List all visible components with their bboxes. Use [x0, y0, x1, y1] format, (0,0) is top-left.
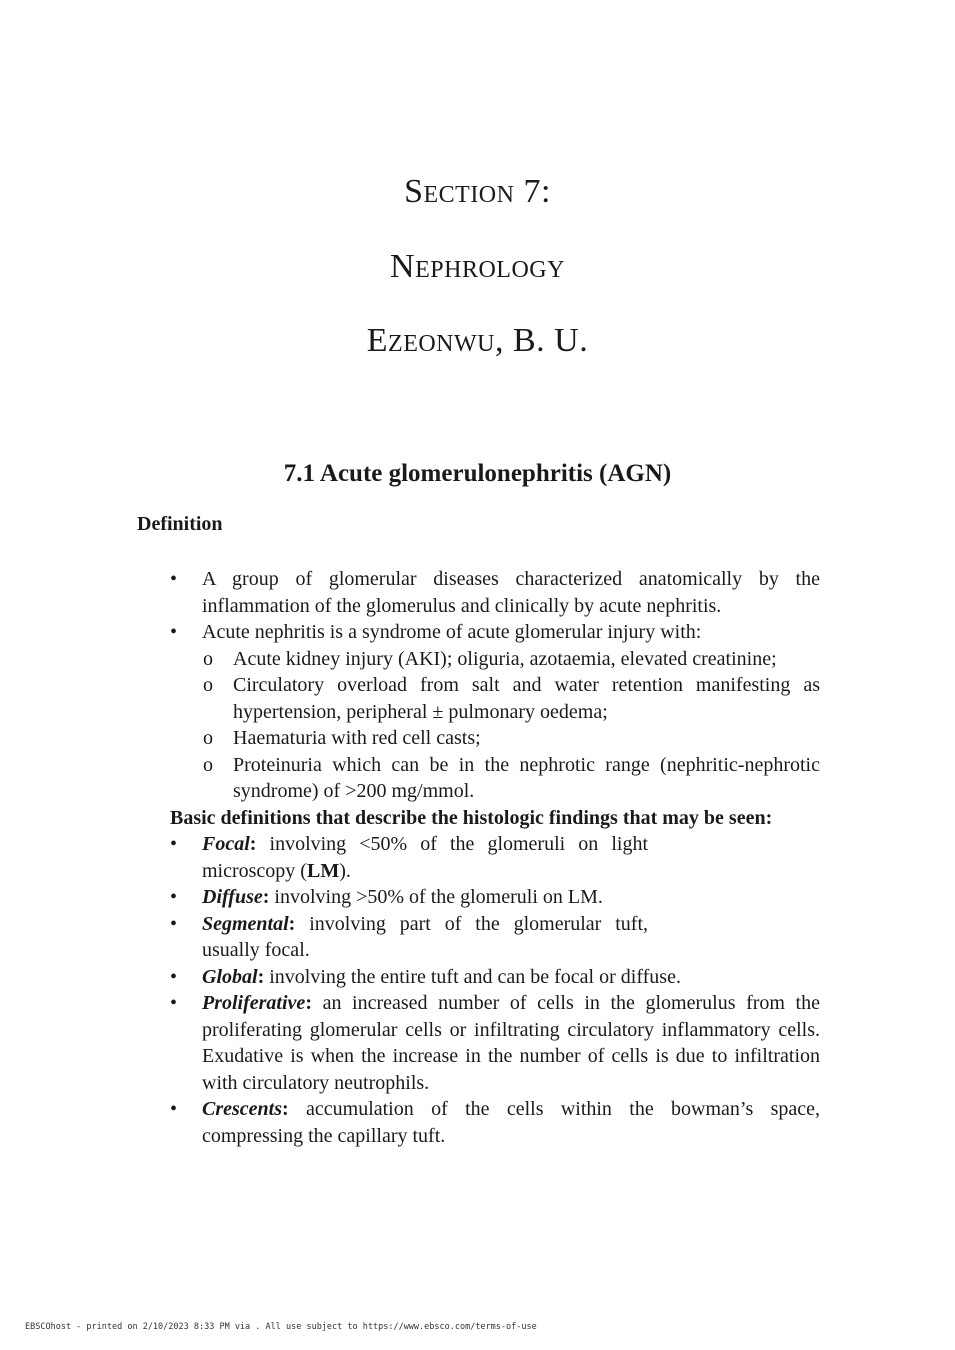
term-text: involving <50% of the glomeruli on light microscopy (: [202, 833, 648, 882]
terms-list: [170, 831, 820, 1149]
term-crescents: [170, 1096, 820, 1149]
content-body: [170, 566, 820, 1149]
definition-title: Definition: [137, 513, 223, 535]
term-colon: :: [282, 1098, 289, 1120]
definition-bullet: • A group of glomerular diseases characterized anatomically by the inflammation of the glomerulus and clinically by acute nephritis.: [170, 566, 820, 619]
term-segmental: [170, 911, 648, 964]
term-colon: :: [257, 965, 265, 988]
term-colon: :: [262, 886, 270, 908]
term-text: accumulation of the cells within the bowman’s space, compressing the capillary tuft.: [202, 1098, 820, 1147]
section-subject: Nephrology: [390, 248, 565, 285]
term-label: Diffuse: [202, 886, 263, 908]
term-focal: [170, 831, 648, 884]
term-colon: :: [288, 912, 296, 935]
section-title: Section 7:: [404, 173, 551, 210]
term-label: Focal: [202, 833, 250, 855]
sub-bullet: o Haematuria with red cell casts;: [170, 725, 820, 752]
sub-bullet: o Circulatory overload from salt and water retention manifesting as hypertension, peripheral ± pulmonary oedema;: [170, 672, 820, 725]
term-text: involving part of the glomerular tuft, usually focal.: [202, 912, 648, 961]
print-footer: EBSCOhost - printed on 2/10/2023 8:33 PM via . All use subject to https://www.ebsco.com/terms-of-use: [25, 1322, 537, 1332]
sub-bullet: o Acute kidney injury (AKI); oliguria, azotaemia, elevated creatinine;: [170, 646, 820, 673]
term-text: involving the entire tuft and can be focal or diffuse.: [264, 965, 681, 988]
definition-bullet: • Acute nephritis is a syndrome of acute glomerular injury with:: [170, 619, 820, 646]
basic-definitions-title: Basic definitions that describe the histologic findings that may be seen:: [170, 806, 773, 829]
term-diffuse: [170, 884, 648, 911]
chapter-heading: 7.1 Acute glomerulonephritis (AGN): [283, 460, 672, 487]
term-colon: :: [305, 992, 312, 1014]
term-text-end: ).: [339, 859, 351, 882]
term-colon: :: [249, 833, 257, 855]
term-global: [170, 964, 820, 991]
section-author: Ezeonwu, B. U.: [366, 322, 589, 359]
term-abbr: LM: [306, 859, 340, 882]
term-label: Proliferative: [202, 992, 306, 1014]
term-proliferative: [170, 990, 820, 1096]
term-text: an increased number of cells in the glomerulus from the proliferating glomerular cells or infiltrating circulatory inflammatory cells. Exudative is when the increase in the number of cells is due to infiltration with circulatory neutrophils.: [202, 992, 820, 1094]
term-label: Segmental: [202, 912, 289, 935]
term-label: Crescents: [202, 1098, 282, 1120]
sub-bullet: o Proteinuria which can be in the nephrotic range (nephritic-nephrotic syndrome) of >200 mg/mmol.: [170, 752, 820, 805]
definition-list: [170, 566, 820, 805]
term-label: Global: [202, 965, 258, 988]
term-text: involving >50% of the glomeruli on LM.: [269, 886, 603, 908]
